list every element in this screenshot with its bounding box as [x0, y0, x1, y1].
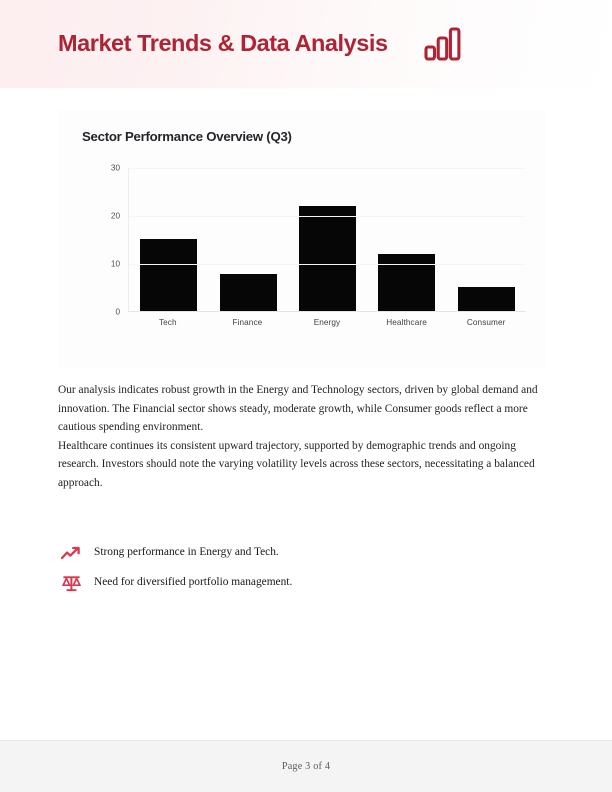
- bar-slot: [208, 167, 287, 311]
- page-header: [0, 0, 612, 88]
- gridline: [129, 216, 526, 217]
- bar-slot: [288, 167, 367, 311]
- x-axis-label-healthcare: Healthcare: [386, 318, 427, 327]
- page-number: Page 3 of 4: [281, 761, 331, 772]
- insights-list: [60, 538, 520, 598]
- chart-bar-finance[interactable]: [220, 274, 277, 311]
- body-paragraph-2: Healthcare continues its consistent upward trajectory, supported by demographic trends and ongoing research. Investors should note the varying volatility levels across these sectors, necessitating a balanced approach.: [58, 439, 535, 489]
- scales-balance-icon: [60, 575, 82, 592]
- y-axis-tick: 0: [115, 307, 120, 317]
- chart-bar-healthcare[interactable]: [378, 254, 435, 311]
- y-axis-tick: 30: [110, 163, 120, 173]
- x-axis-label-energy: Energy: [313, 318, 341, 327]
- insight-text: Strong performance in Energy and Tech.: [94, 546, 279, 559]
- trending-up-icon: [60, 546, 82, 560]
- x-axis-label-consumer: Consumer: [466, 318, 506, 327]
- page-footer: [0, 740, 612, 792]
- bars-container: [129, 167, 526, 311]
- x-axis-labels: [128, 318, 526, 327]
- y-axis-tick: 20: [110, 211, 120, 221]
- plot-area: [128, 168, 526, 312]
- page-title: Market Trends & Data Analysis: [58, 30, 388, 57]
- gridline: [129, 168, 526, 169]
- bar-slot: [129, 167, 208, 311]
- y-axis: [98, 163, 124, 317]
- y-axis-tick: 10: [110, 259, 120, 269]
- body-copy: [58, 381, 544, 493]
- bar-chart-icon: [424, 27, 462, 61]
- x-axis-label-finance: Finance: [232, 318, 263, 327]
- chart-bar-tech[interactable]: [140, 239, 197, 311]
- gridline: [129, 264, 526, 265]
- chart-bar-energy[interactable]: [299, 206, 356, 311]
- x-axis-label-tech: Tech: [158, 318, 177, 327]
- insight-item: [60, 568, 520, 598]
- insight-text: Need for diversified portfolio management.: [94, 576, 293, 589]
- chart-title: Sector Performance Overview (Q3): [82, 129, 292, 144]
- chart-plot: [98, 163, 526, 343]
- chart-card: [58, 110, 546, 368]
- body-paragraph-1: Our analysis indicates robust growth in the Energy and Technology sectors, driven by global demand and innovation. The Financial sector shows steady, moderate growth, while Consumer goods reflect a more cautious spending environment.: [58, 384, 538, 434]
- chart-bar-consumer[interactable]: [458, 287, 515, 311]
- insight-item: [60, 538, 520, 568]
- bar-slot: [367, 167, 446, 311]
- bar-slot: [447, 167, 526, 311]
